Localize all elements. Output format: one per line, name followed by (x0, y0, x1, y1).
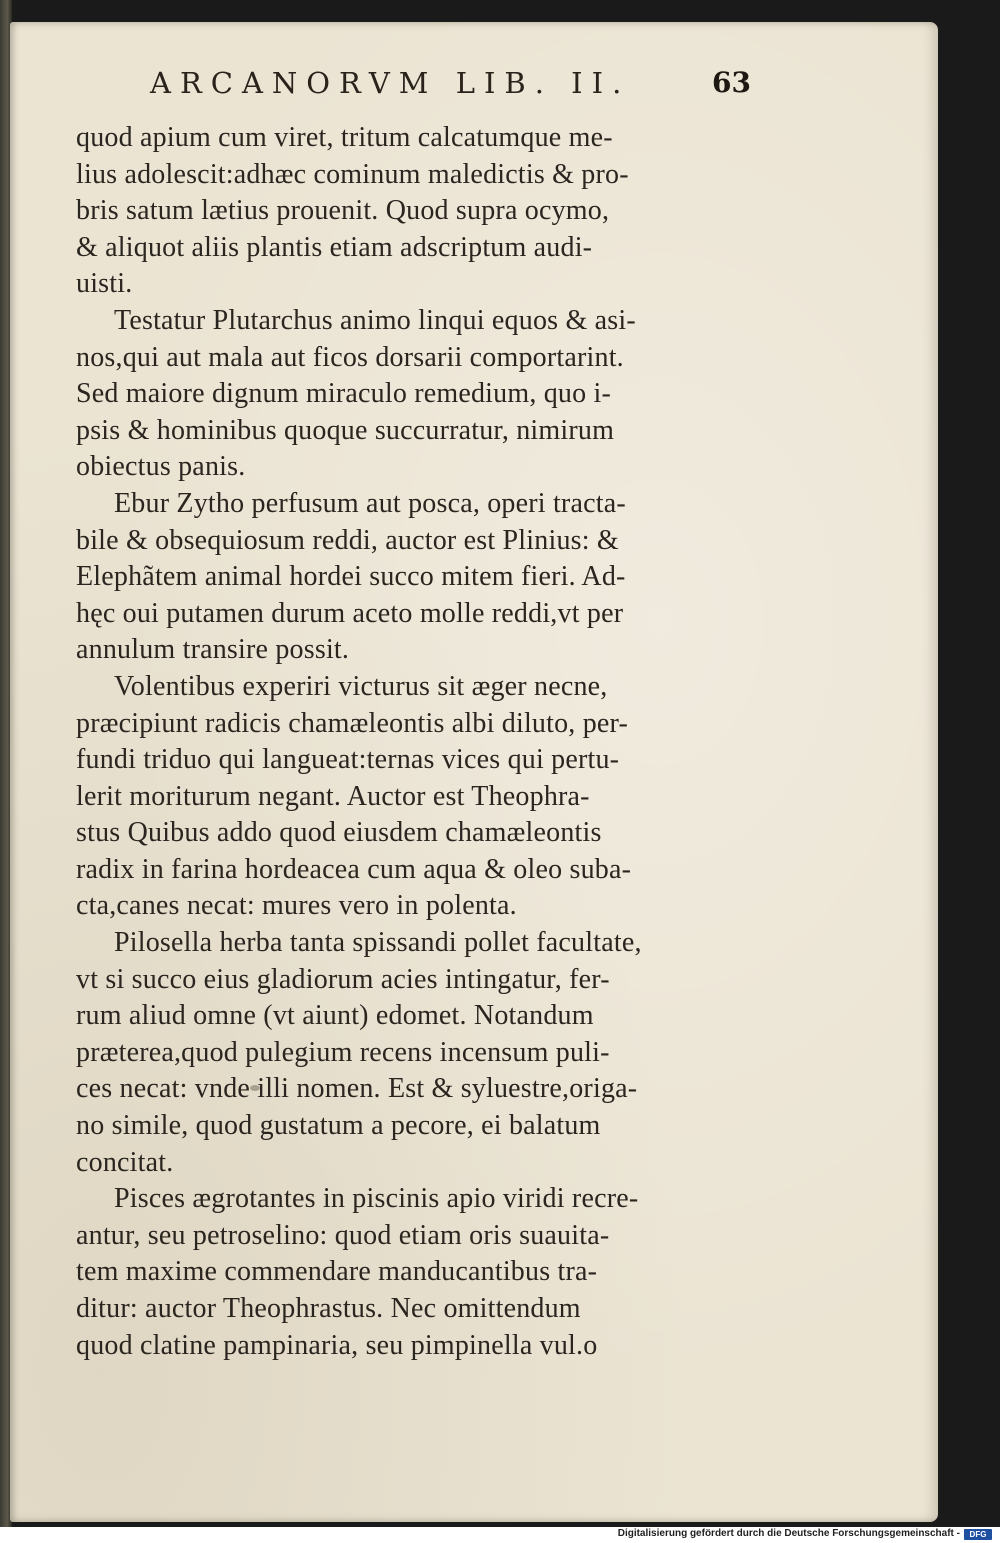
text-line: Volentibus experiri victurus sit æger necne, (114, 670, 608, 702)
text-line: quod apium cum viret, tritum calcatumque me- (76, 122, 613, 153)
text-line: antur, seu petroselino: quod etiam oris suauita- (76, 1219, 610, 1251)
text-line: & aliquot aliis plantis etiam adscriptum audi- (76, 231, 593, 263)
text-line: radix in farina hordeacea cum aqua & oleo suba- (76, 853, 632, 885)
text-line: ces necat: vnde illi nomen. Est & syluestre,origa- (76, 1073, 638, 1105)
text-line: lerit moriturum negant. Auctor est Theophra- (76, 780, 590, 812)
text-line: bile & obsequiosum reddi, auctor est Plinius: & (76, 524, 619, 556)
text-line: lius adolescit:adhæc cominum maledictis & pro- (76, 158, 629, 190)
body-text (76, 120, 756, 1364)
dfg-logo-icon (964, 1529, 992, 1540)
text-line: rum aliud omne (vt aiunt) edomet. Notandum (76, 1000, 594, 1032)
text-line: nos,qui aut mala aut ficos dorsarii comportarint. (76, 341, 624, 373)
text-line: cta,canes necat: mures vero in polenta. (76, 890, 517, 922)
text-line: tem maxime commendare manducantibus tra- (76, 1256, 598, 1288)
digitization-footer (0, 1527, 1000, 1543)
text-line: vt si succo eius gladiorum acies intingatur, fer- (76, 963, 610, 995)
paragraph-1 (76, 120, 756, 303)
text-line: Elephãtem animal hordei succo mitem fieri. Ad- (76, 561, 626, 593)
text-line: Testatur Plutarchus animo linqui equos & asi- (114, 304, 636, 336)
text-line: obiectus panis. (76, 451, 246, 483)
ink-stain (250, 1085, 260, 1091)
text-line: psis & hominibus quoque succurratur, nimirum (76, 414, 615, 446)
text-line: concitat. (76, 1146, 174, 1178)
dfg-logo-text: DFG (969, 1530, 987, 1539)
text-line: hęc oui putamen durum aceto molle reddi,vt per (76, 597, 624, 629)
text-line: quod clatine pampinaria, seu pimpinella vul.o (76, 1329, 598, 1361)
text-line: Ebur Zytho perfusum aut posca, operi tracta- (114, 487, 626, 519)
text-line: Pilosella herba tanta spissandi pollet facultate, (114, 927, 642, 959)
text-line: præcipiunt radicis chamæleontis albi diluto, per- (76, 707, 629, 739)
text-line: ditur: auctor Theophrastus. Nec omittendum (76, 1293, 581, 1324)
page-number: 63 (712, 66, 751, 99)
paragraph-4 (76, 669, 756, 925)
text-line: bris satum lætius prouenit. Quod supra ocymo, (76, 195, 610, 227)
text-line: fundi triduo qui langueat:ternas vices qui pertu- (76, 744, 620, 776)
text-line: Sed maiore dignum miraculo remedium, quo i- (76, 378, 612, 410)
text-line: Pisces ægrotantes in piscinis apio viridi recre- (114, 1183, 639, 1215)
text-line: uisti. (76, 268, 133, 300)
text-line: stus Quibus addo quod eiusdem chamæleontis (76, 817, 602, 849)
paragraph-2 (76, 303, 756, 486)
text-line: præterea,quod pulegium recens incensum puli- (76, 1036, 610, 1068)
text-line: annulum transire possit. (76, 634, 350, 666)
footer-credit: Digitalisierung gefördert durch die Deutsche Forschungsgemeinschaft - (617, 1528, 960, 1539)
running-head: ARCANORVM LIB. II. (150, 66, 631, 100)
text-line: no simile, quod gustatum a pecore, ei balatum (76, 1110, 601, 1142)
paragraph-6 (76, 1181, 756, 1364)
paragraph-5 (76, 925, 756, 1181)
paragraph-3 (76, 486, 756, 669)
